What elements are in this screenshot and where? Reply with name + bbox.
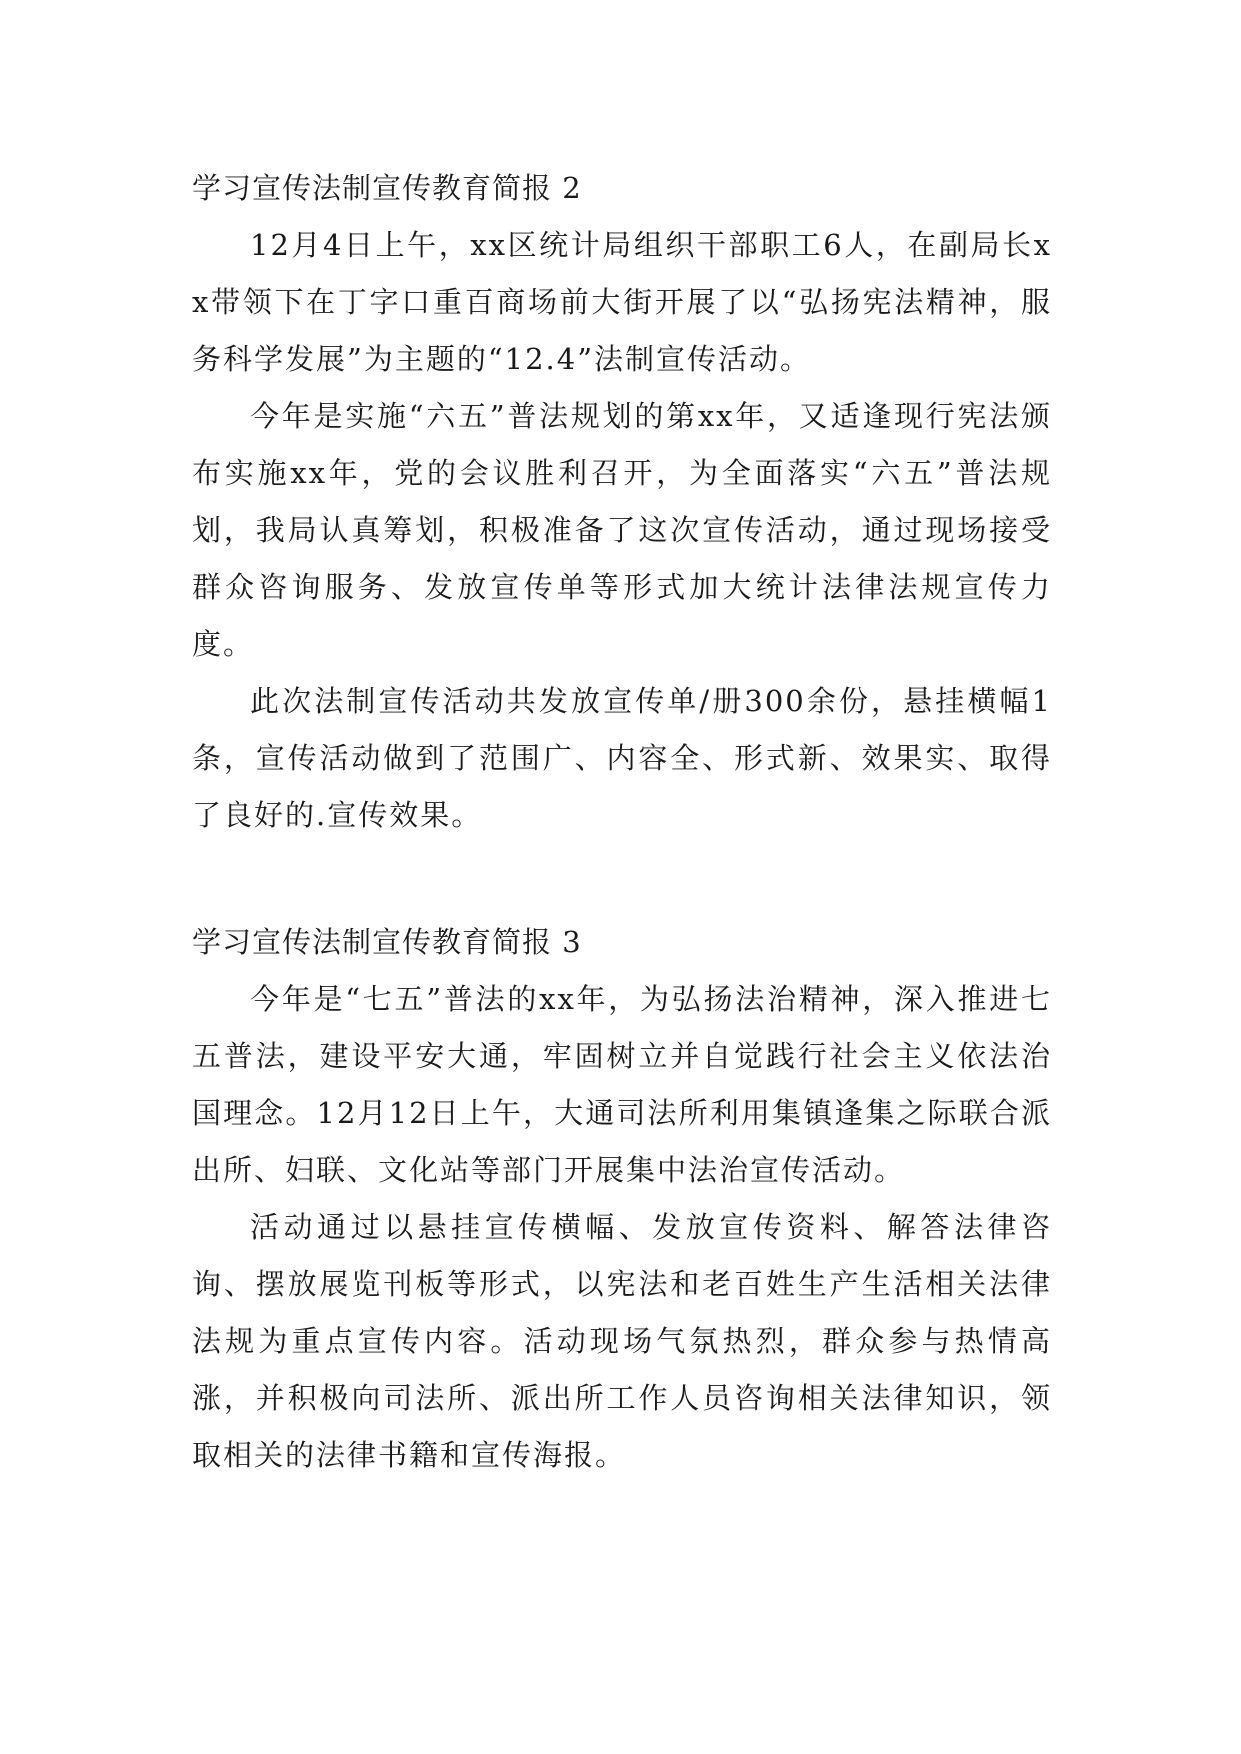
section-title: 学习宣传法制宣传教育简报 3	[192, 925, 582, 959]
paragraph: 12月4日上午，xx区统计局组织干部职工6人，在副局长xx带领下在丁字口重百商场前大街开展了以“弘扬宪法精神，服务科学发展”为主题的“12.4”法制宣传活动。	[192, 228, 1052, 376]
paragraph: 今年是“七五”普法的xx年，为弘扬法治精神，深入推进七五普法，建设平安大通，牢固树立并自觉践行社会主义依法治国理念。12月12日上午，大通司法所利用集镇逢集之际联合派出所、妇联、文化站等部门开展集中法治宣传活动。	[192, 982, 1052, 1187]
bulletin-section-2	[192, 160, 1052, 844]
document-page	[192, 160, 1052, 1484]
paragraph: 此次法制宣传活动共发放宣传单/册300余份，悬挂横幅1条，宣传活动做到了范围广、内容全、形式新、效果实、取得了良好的.宣传效果。	[192, 684, 1052, 832]
bulletin-section-3	[192, 914, 1052, 1484]
paragraph: 活动通过以悬挂宣传横幅、发放宣传资料、解答法律咨询、摆放展览刊板等形式，以宪法和老百姓生产生活相关法律法规为重点宣传内容。活动现场气氛热烈，群众参与热情高涨，并积极向司法所、派出所工作人员咨询相关法律知识，领取相关的法律书籍和宣传海报。	[192, 1210, 1052, 1472]
section-title: 学习宣传法制宣传教育简报 2	[192, 171, 582, 205]
paragraph: 今年是实施“六五”普法规划的第xx年，又适逢现行宪法颁布实施xx年，党的会议胜利召开，为全面落实“六五”普法规划，我局认真筹划，积极准备了这次宣传活动，通过现场接受群众咨询服务、发放宣传单等形式加大统计法律法规宣传力度。	[192, 399, 1052, 661]
